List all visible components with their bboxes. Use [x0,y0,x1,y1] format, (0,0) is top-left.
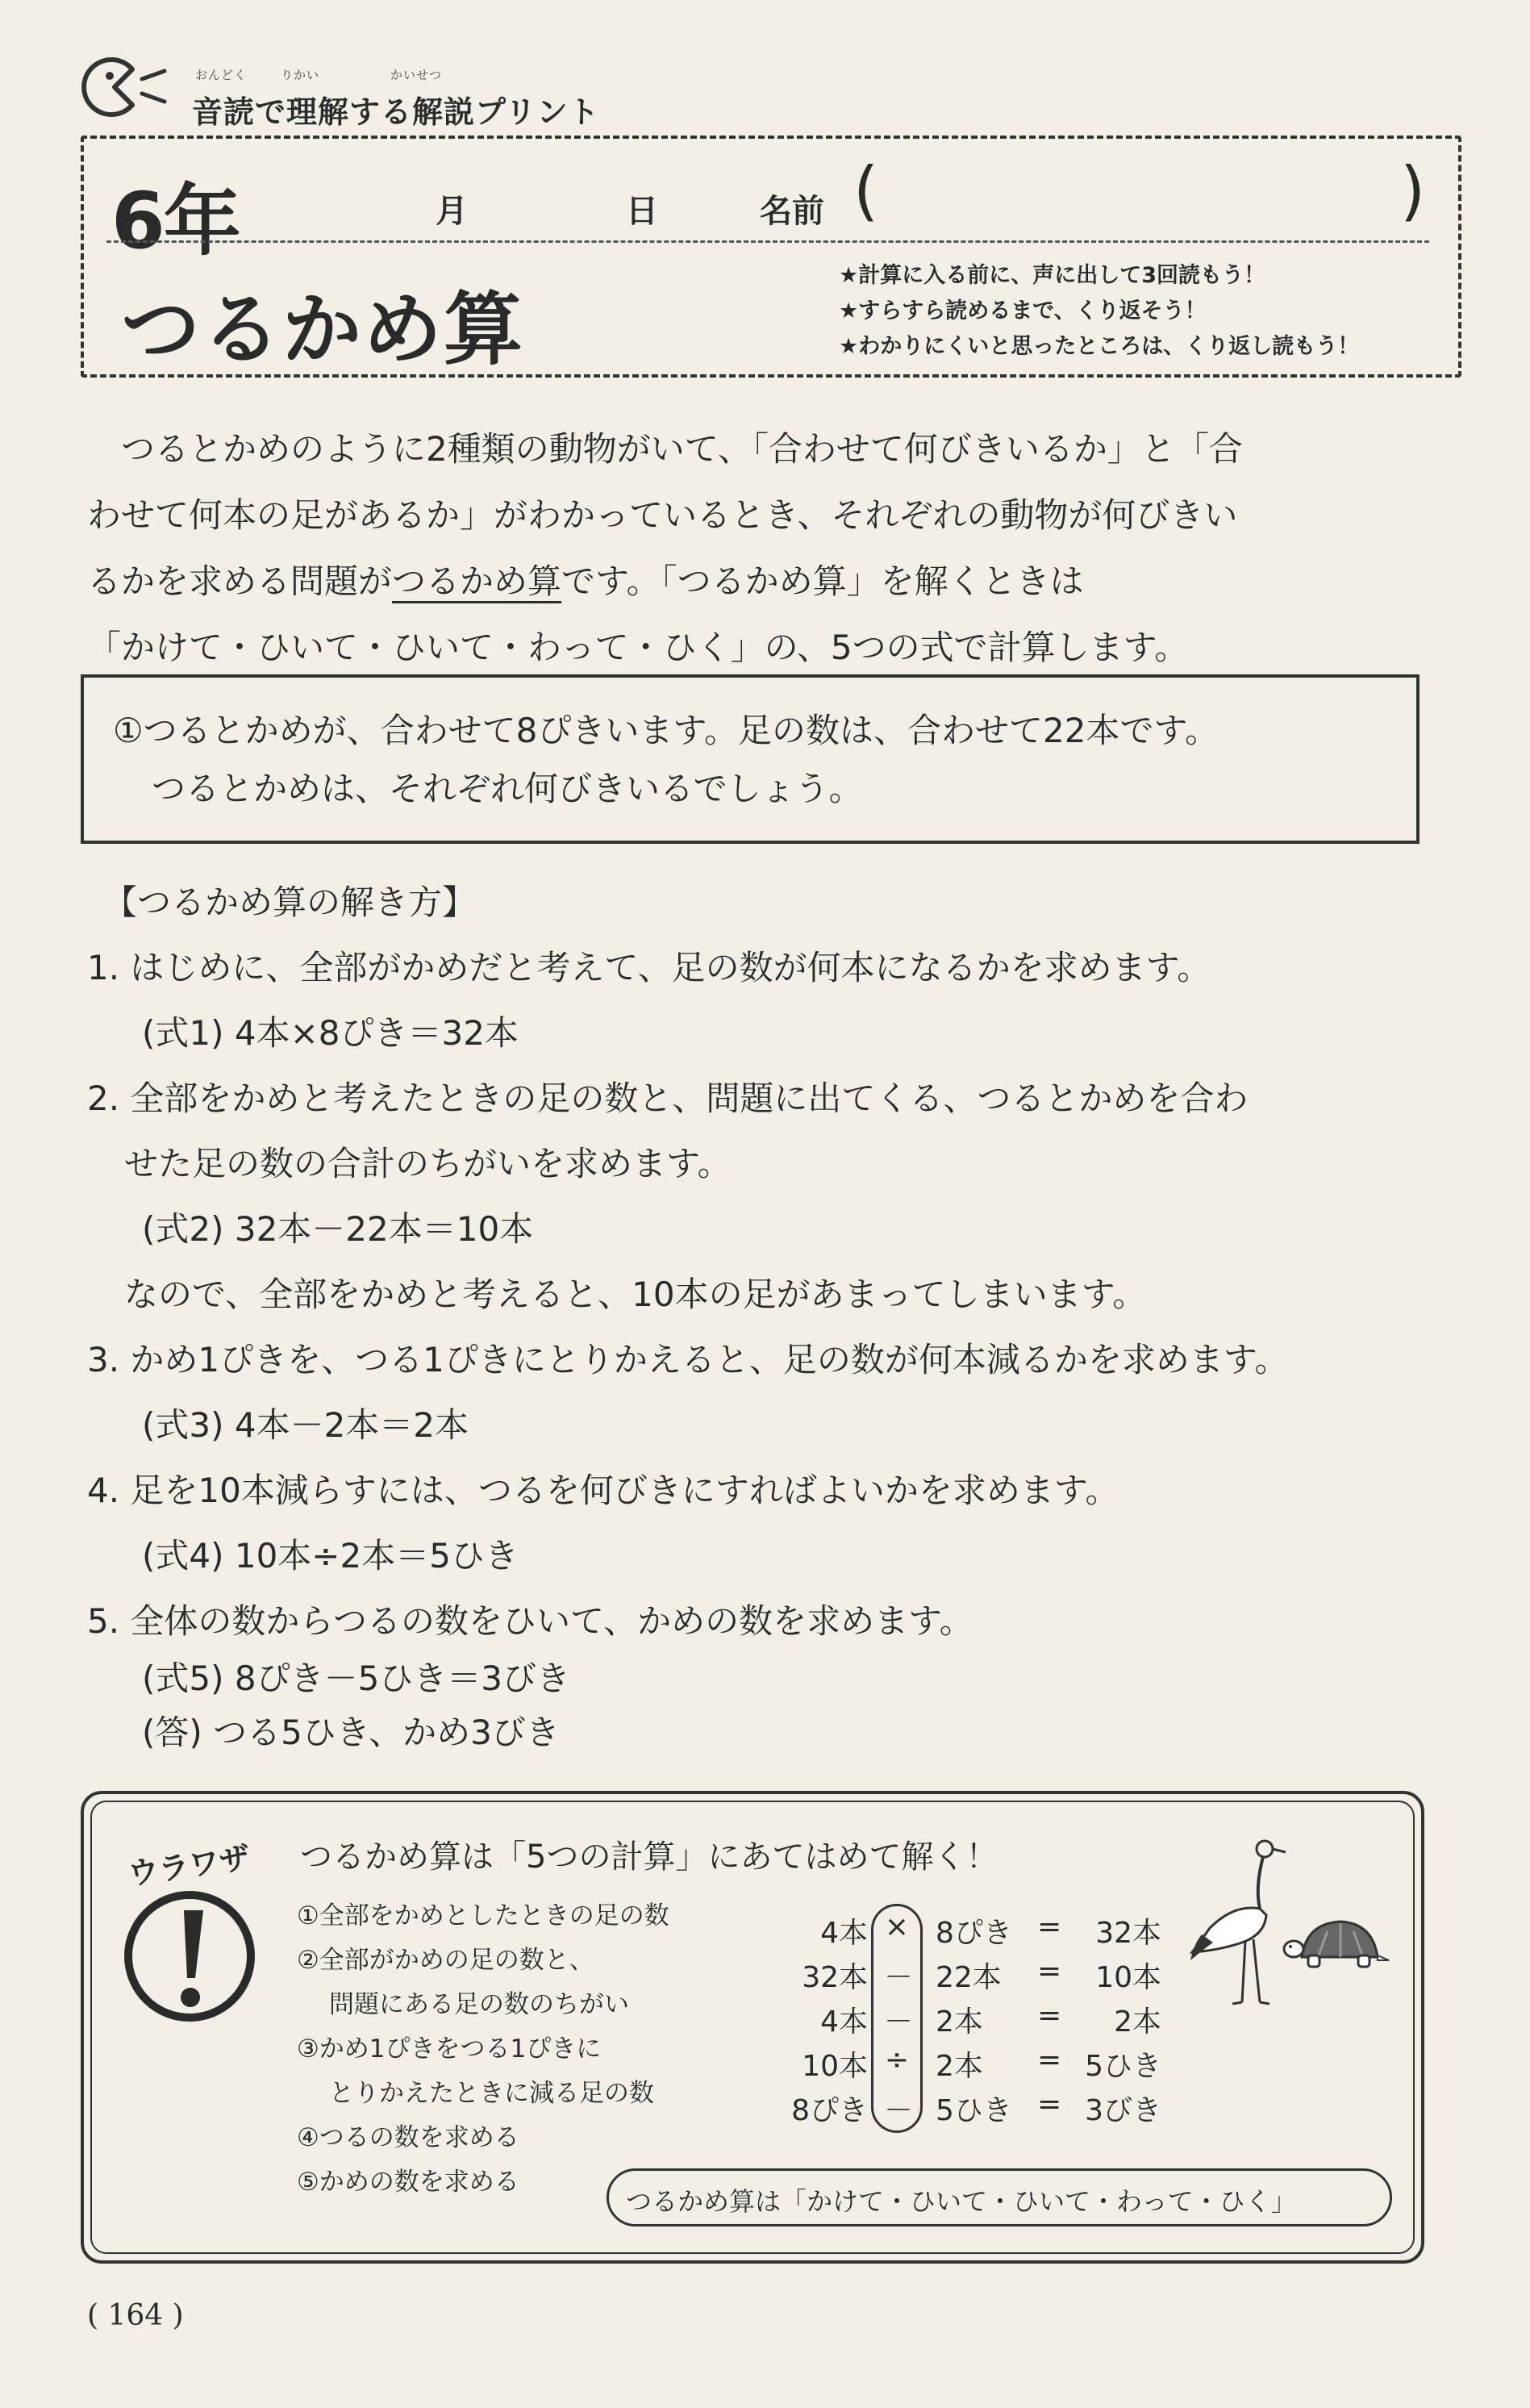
urawaza-step: とりかえたときに減る足の数 [329,2079,654,2108]
problem-line-1: ①つるとかめが、合わせて8ぴきいます。足の数は、合わせて22本です。 [113,711,1219,750]
crane-icon [1186,1831,1299,2009]
series-logo-icon [74,47,171,127]
calc-cell-b: 22本 [936,1961,1002,1994]
formula-5: (式5) 8ぴき－5ひき＝3びき [142,1659,571,1698]
calc-cell-eq: = [1037,1955,1062,1988]
calc-cell-b: 2本 [936,2005,983,2039]
calc-cell-r: 2本 [1114,2005,1161,2039]
urawaza-step: ②全部がかめの足の数と、 [297,1946,594,1975]
tip-1: ★計算に入る前に、声に出して3回読もう！ [839,263,1265,288]
calc-cell-a: 4本 [820,2005,868,2039]
calc-cell-a: 32本 [802,1961,868,1994]
tip-3: ★わかりにくいと思ったところは、くり返し読もう！ [839,334,1360,359]
calc-cell-eq: = [1037,1910,1062,1943]
series-title [192,68,600,131]
calc-cell-r: 32本 [1095,1917,1161,1950]
calc-cell-r: 10本 [1095,1961,1161,1994]
formula-4: (式4) 10本÷2本＝5ひき [142,1536,519,1575]
step-2-note: なので、全部をかめと考えると、10本の足があまってしまいます。 [124,1275,1147,1314]
intro-paragraph [87,416,1458,681]
urawaza-label: ウラワザ [126,1839,252,1893]
ruby-ondoku: おんどく [195,68,248,82]
answer: (答) つる5ひき、かめ3びき [142,1713,560,1752]
intro-line: るかを求める問題がつるかめ算です。「つるかめ算」を解くときは [87,561,1084,601]
step-4: 4. 足を10本減らすには、つるを何びきにすればよいかを求めます。 [87,1471,1119,1510]
ruby-kaisetsu: かいせつ [390,68,443,82]
tip-2: ★すらすら読めるまで、くり返そう！ [839,298,1207,323]
name-paren-close: ) [1400,153,1426,228]
calc-cell-eq: = [1037,2043,1062,2076]
summary-text: つるかめ算は「かけて・ひいて・ひいて・わって・ひく」 [626,2186,1297,2217]
urawaza-step: ⑤かめの数を求める [297,2168,519,2197]
series-title-text: 音読で理解する解説プリント [192,94,600,130]
turtle-icon [1282,1912,1395,1976]
calc-cell-op: － [884,2005,914,2039]
formula-2: (式2) 32本－22本＝10本 [142,1209,534,1249]
calc-cell-b: 5ひき [936,2094,1012,2127]
name-paren-open: ( [853,153,879,228]
ruby-rikai: りかい [281,68,320,82]
urawaza-steps [297,1894,669,2205]
page-number: ( 164 ) [87,2299,184,2332]
calc-cell-op: － [884,1961,914,1994]
intro-line: わせて何本の足があるか」がわかっているとき、それぞれの動物が何びきい [87,495,1238,535]
calc-cell-r: 3びき [1085,2094,1161,2127]
name-label: 名前 [760,193,824,230]
urawaza-heading: つるかめ算は「5つの計算」にあてはめて解く！ [300,1838,998,1876]
day-label: 日 [626,193,658,230]
calc-cell-op: ÷ [884,2043,910,2076]
intro-line: 「かけて・ひいて・ひいて・わって・ひく」の、5つの式で計算します。 [87,628,1189,667]
urawaza-step: 問題にある足の数のちがい [329,1990,629,2019]
formula-1: (式1) 4本×8ぴき＝32本 [142,1013,519,1053]
calc-cell-a: 8ぴき [791,2094,868,2127]
urawaza-step: ①全部をかめとしたときの足の数 [297,1901,669,1930]
grade-label: 6年 [111,176,240,266]
calc-cell-b: 2本 [936,2050,983,2083]
calc-cell-eq: = [1037,2088,1062,2121]
problem-line-2: つるとかめは、それぞれ何びきいるでしょう。 [152,769,863,808]
step-3: 3. かめ1ぴきを、つる1ぴきにとりかえると、足の数が何本減るかを求めます。 [87,1340,1289,1379]
urawaza-step: ④つるの数を求める [297,2123,519,2152]
intro-line: つるとかめのように2種類の動物がいて、「合わせて何びきいるか」と「合 [121,429,1243,469]
problem-text [113,702,1219,818]
calc-cell-b: 8ぴき [936,1917,1012,1950]
method-heading: 【つるかめ算の解き方】 [103,883,477,922]
exclamation-icon [121,1888,258,2025]
term-tsurukame: つるかめ算 [392,561,562,601]
solution-method [87,870,1289,1762]
reading-tips [839,258,1359,365]
step-2: 2. 全部をかめと考えたときの足の数と、問題に出てくる、つるとかめを合わ [87,1079,1249,1118]
header-divider [106,240,1429,243]
step-1: 1. はじめに、全部がかめだと考えて、足の数が何本になるかを求めます。 [87,948,1211,987]
formula-3: (式3) 4本－2本＝2本 [142,1405,469,1445]
calc-cell-a: 10本 [802,2050,868,2083]
unit-title: つるかめ算 [121,284,525,376]
step-2-cont: せた足の数の合計のちがいを求めます。 [124,1144,732,1183]
calc-cell-r: 5ひき [1085,2050,1161,2083]
calc-cell-op: × [884,1910,910,1943]
step-5: 5. 全体の数からつるの数をひいて、かめの数を求めます。 [87,1601,973,1641]
calc-cell-op: － [884,2094,914,2127]
urawaza-step: ③かめ1ぴきをつる1ぴきに [297,2034,602,2064]
calc-cell-a: 4本 [820,1917,868,1950]
month-label: 月 [436,193,468,230]
calc-cell-eq: = [1037,1999,1062,2032]
